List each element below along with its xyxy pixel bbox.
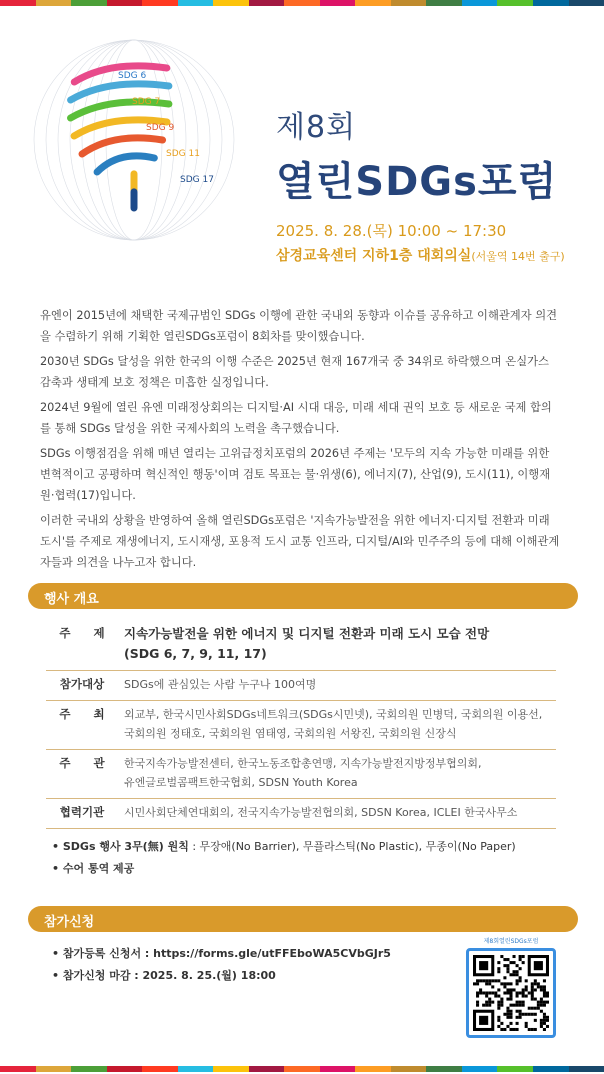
partners-line: 시민사회단체연대회의, 전국지속가능발전협의회, SDSN Korea, ICLEI 한국사무소	[124, 806, 518, 819]
forum-logo-graphic	[14, 30, 284, 250]
row-label: 주 관	[59, 756, 105, 770]
sdg-color-stripe-bottom	[0, 1066, 604, 1072]
logo-label: SDG 17	[180, 175, 214, 185]
stripe-segment	[107, 1066, 143, 1072]
logo-arc	[97, 156, 154, 172]
logo-label: SDG 9	[146, 123, 175, 133]
organizer-line: 한국지속가능발전센터, 한국노동조합총연맹, 지속가능발전지방정부협의회,	[124, 757, 482, 770]
row-label: 주 최	[59, 707, 105, 721]
row-value	[118, 675, 556, 694]
stripe-segment	[497, 1066, 533, 1072]
registration-deadline: • 참가신청 마감 : 2025. 8. 25.(월) 18:00	[52, 969, 276, 982]
stripe-segment	[142, 1066, 178, 1072]
overview-row-organizer	[46, 750, 556, 799]
theme-line: 지속가능발전을 위한 에너지 및 디지털 전환과 미래 도시 모습 전망	[124, 626, 490, 641]
sdg-color-stripe-top	[0, 0, 604, 6]
row-value	[118, 803, 556, 822]
intro-paragraph: SDGs 이행점검을 위해 매년 열리는 고위급정치포럼의 2026년 주제는 '모두의 지속 가능한 미래를 위한 변혁적이고 공평하며 혁신적인 행동'이며 검토 목표는 물·위생(6), 에너지(7), 산업(9), 도시(11), 이행재원·협력(17)입니다.	[40, 447, 551, 502]
stripe-segment	[249, 0, 285, 6]
participants-line: SDGs에 관심있는 사람 누구나 100여명	[124, 678, 317, 691]
stripe-segment	[426, 0, 462, 6]
intro-paragraph: 유엔이 2015년에 채택한 국제규범인 SDGs 이행에 관한 국내외 동향과 이슈를 공유하고 이해관계자 의견을 수렴하기 위해 기획한 열린SDGs포럼이 8회차를 맞이했습니다.	[40, 309, 558, 343]
principle-label: • SDGs 행사 3무(無) 원칙	[52, 840, 189, 853]
logo-label: SDG 7	[132, 97, 161, 107]
section-header-apply	[28, 906, 578, 932]
overview-row-host	[46, 701, 556, 750]
stripe-segment	[426, 1066, 462, 1072]
stripe-segment	[533, 1066, 569, 1072]
stripe-segment	[0, 1066, 36, 1072]
stripe-segment	[142, 0, 178, 6]
intro-paragraph: 2024년 9월에 열린 유엔 미래정상회의는 디지털·AI 시대 대응, 미래 세대 권익 보호 등 새로운 국제 합의를 통해 SDGs 달성을 위한 국제사회의 노력을 촉구했습니다.	[40, 401, 552, 435]
stripe-segment	[213, 0, 249, 6]
qr-code-icon	[473, 955, 549, 1031]
stripe-segment	[497, 0, 533, 6]
stripe-segment	[462, 1066, 498, 1072]
stripe-segment	[355, 0, 391, 6]
event-datetime: 2025. 8. 28.(목) 10:00 ~ 17:30	[276, 222, 507, 240]
overview-table	[46, 620, 556, 829]
stripe-segment	[569, 1066, 604, 1072]
venue-note: (서울역 14번 출구)	[471, 250, 565, 263]
qr-block	[466, 936, 556, 1038]
theme-sdg-line: (SDG 6, 7, 9, 11, 17)	[124, 646, 267, 661]
stripe-segment	[178, 0, 214, 6]
stripe-segment	[462, 0, 498, 6]
stripe-segment	[391, 0, 427, 6]
stripe-segment	[533, 0, 569, 6]
stripe-segment	[107, 0, 143, 6]
stripe-segment	[320, 1066, 356, 1072]
row-label: 참가대상	[59, 677, 105, 691]
stripe-segment	[71, 1066, 107, 1072]
stripe-segment	[320, 0, 356, 6]
principle-note	[52, 836, 516, 858]
stripe-segment	[0, 0, 36, 6]
stripe-segment	[355, 1066, 391, 1072]
qr-code[interactable]	[466, 948, 556, 1038]
section-title: 행사 개요	[44, 592, 99, 607]
venue-name: 삼경교육센터 지하1층 대회의실	[276, 248, 472, 264]
qr-label: 제8회열린SDGs포럼	[483, 938, 539, 945]
title-block	[276, 102, 596, 207]
row-label: 주 제	[59, 626, 105, 640]
stripe-segment	[178, 1066, 214, 1072]
registration-form-link[interactable]: • 참가등록 신청서 : https://forms.gle/utFFEboWA5CVbGJr5	[52, 947, 391, 960]
section-title: 참가신청	[44, 915, 95, 930]
event-notes	[52, 836, 516, 880]
overview-row-participants	[46, 671, 556, 701]
principle-value: : 무장애(No Barrier), 무플라스틱(No Plastic), 무종이(No Paper)	[188, 840, 516, 853]
sign-language-note	[52, 858, 516, 880]
event-venue	[276, 245, 565, 265]
sign-language-label: • 수어 통역 제공	[52, 862, 135, 875]
intro-paragraph: 이러한 국내외 상황을 반영하여 올해 열린SDGs포럼은 '지속가능발전을 위한 에너지·디지털 전환과 미래 도시'를 주제로 재생에너지, 도시재생, 포용적 도시 교통 인프라, 디지털/AI와 민주주의 등에 대해 이해관계자들과 의견을 나누고자 합니다.	[40, 514, 560, 569]
stripe-segment	[36, 1066, 72, 1072]
overview-row-partners	[46, 799, 556, 829]
logo-label: SDG 6	[118, 71, 147, 81]
page-title: 열린SDGs포럼	[276, 159, 558, 205]
stripe-segment	[284, 1066, 320, 1072]
stripe-segment	[213, 1066, 249, 1072]
row-value	[118, 624, 556, 664]
host-line: 국회의원 정태호, 국회의원 염태영, 국회의원 서왕진, 국회의원 신장식	[124, 727, 457, 740]
edition-label: 제8회	[276, 110, 357, 145]
organizer-line: 유엔글로벌콤팩트한국협회, SDSN Youth Korea	[124, 776, 358, 789]
stripe-segment	[36, 0, 72, 6]
stripe-segment	[71, 0, 107, 6]
stripe-segment	[284, 0, 320, 6]
section-header-overview	[28, 583, 578, 609]
apply-info	[52, 943, 391, 987]
stripe-segment	[569, 0, 604, 6]
stripe-segment	[249, 1066, 285, 1072]
overview-row-theme	[46, 620, 556, 671]
logo-label: SDG 11	[166, 149, 200, 159]
row-label: 협력기관	[59, 805, 105, 819]
intro-text	[40, 305, 560, 577]
row-value	[118, 754, 556, 792]
row-value	[118, 705, 556, 743]
intro-paragraph: 2030년 SDGs 달성을 위한 한국의 이행 수준은 2025년 현재 167개국 중 34위로 하락했으며 온실가스 감축과 생태계 보호 정책은 미흡한 실정입니다.	[40, 355, 549, 389]
host-line: 외교부, 한국시민사회SDGs네트워크(SDGs시민넷), 국회의원 민병덕, 국회의원 이용선,	[124, 708, 543, 721]
stripe-segment	[391, 1066, 427, 1072]
